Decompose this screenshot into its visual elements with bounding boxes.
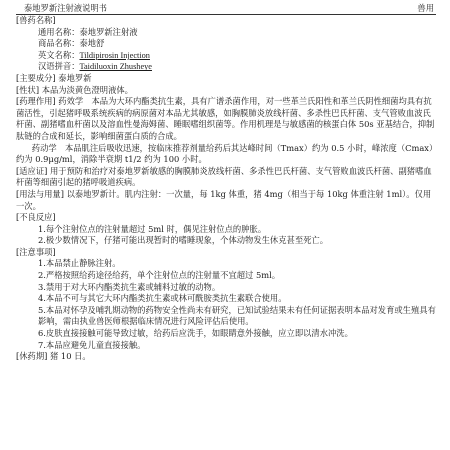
trade-name: 商品名称：泰地舒 xyxy=(38,38,105,49)
pinyin-name-value: Taidiluoxin Zhusheye xyxy=(79,62,152,72)
list-item: 1.本品禁止静脉注射。 xyxy=(38,258,121,269)
character-section: [性状] 本品为淡黄色澄明液体。 xyxy=(16,84,133,95)
adverse-heading: [不良反应] xyxy=(16,212,56,223)
pharmacology-section: [药理作用] 药效学 本品为大环内酯类抗生素，具有广谱杀菌作用，对一些革兰氏阳性和革兰氏阴性细菌均具有抗菌活性，引起猪呼吸系统疾病的病原菌对本品尤其敏感，如胸膜肺炎放线杆菌、多杀性巴氏杆菌、支气管败血波氏杆菌、副猪嗜血杆菌以及溶血性曼海姆菌、睡眠嗜组织菌等。作用机理是与敏感菌的核蛋白体 50s 亚基结合，抑制肽链的合成和延长，影响细菌蛋白质的合成。 xyxy=(16,96,435,141)
list-item: 1.每个注射位点的注射量超过 5ml 时，偶见注射位点的肿胀。 xyxy=(38,223,267,234)
header-tag: 兽用 xyxy=(417,3,434,13)
list-item: 2.严格按照给药途径给药，单个注射位点的注射量不宜超过 5ml。 xyxy=(38,270,281,281)
list-item: 7.本品应避免儿童直接接触。 xyxy=(38,339,146,350)
indication-section: [适应证] 用于预防和治疗对泰地罗新敏感的胸膜肺炎放线杆菌、多杀性巴氏杆菌、支气管败血波氏杆菌、副猪嗜血杆菌等细菌引起的猪呼吸道疾病。 xyxy=(16,165,432,188)
list-item: 6.皮肤直接接触可能导致过敏，给药后应洗手，如眼睛意外接触，应立即以清水冲洗。 xyxy=(38,328,353,339)
dosage-section: [用法与用量] 以泰地罗新计。肌内注射：一次量，每 1kg 体重，猪 4mg（相当于每 10kg 体重注射 1ml）。仅用一次。 xyxy=(16,188,432,211)
header-title: 泰地罗新注射液说明书 xyxy=(24,3,107,13)
page-header xyxy=(16,2,436,15)
common-name: 通用名称：泰地罗新注射液 xyxy=(38,26,138,37)
list-item: 3.禁用于对大环内酯类抗生素或辅料过敏的动物。 xyxy=(38,281,221,292)
document-page xyxy=(16,0,436,363)
english-name-label: 英文名称： xyxy=(38,49,80,60)
notes-list xyxy=(16,258,436,351)
withdrawal-section: [休药期] 猪 10 日。 xyxy=(16,351,91,362)
list-item: 2.极少数情况下，仔猪可能出现暂时的嗜睡现象，个体动物发生休克甚至死亡。 xyxy=(38,235,329,246)
list-item: 5.本品对怀孕及哺乳期动物的药物安全性尚未有研究，已知试验结果未有任何证据表明本品对发育或生殖具有影响，需由执业兽医师根据临床情况进行风险评估后使用。 xyxy=(38,304,436,327)
pharmacokinetics-paragraph: 药动学 本品肌注后吸收迅速，按临床推荐剂量给药后其达峰时间（Tmax）约为 0.5 小时，峰浓度（Cmax）约为 0.9μg/ml，消除半衰期 t1/2 约为 100 小时。 xyxy=(16,142,434,165)
pinyin-name xyxy=(16,61,436,73)
notes-heading: [注意事项] xyxy=(16,246,56,257)
ingredient-section: [主要成分] 泰地罗新 xyxy=(16,72,92,83)
english-name xyxy=(16,50,436,62)
english-name-value: Tildipirosin Injection xyxy=(79,50,150,60)
pinyin-name-label: 汉语拼音： xyxy=(38,61,80,72)
name-heading: [兽药名称] xyxy=(16,15,56,25)
adverse-list xyxy=(16,224,436,247)
list-item: 4.本品不可与其它大环内酯类抗生素或林可酰胺类抗生素联合使用。 xyxy=(38,293,287,304)
